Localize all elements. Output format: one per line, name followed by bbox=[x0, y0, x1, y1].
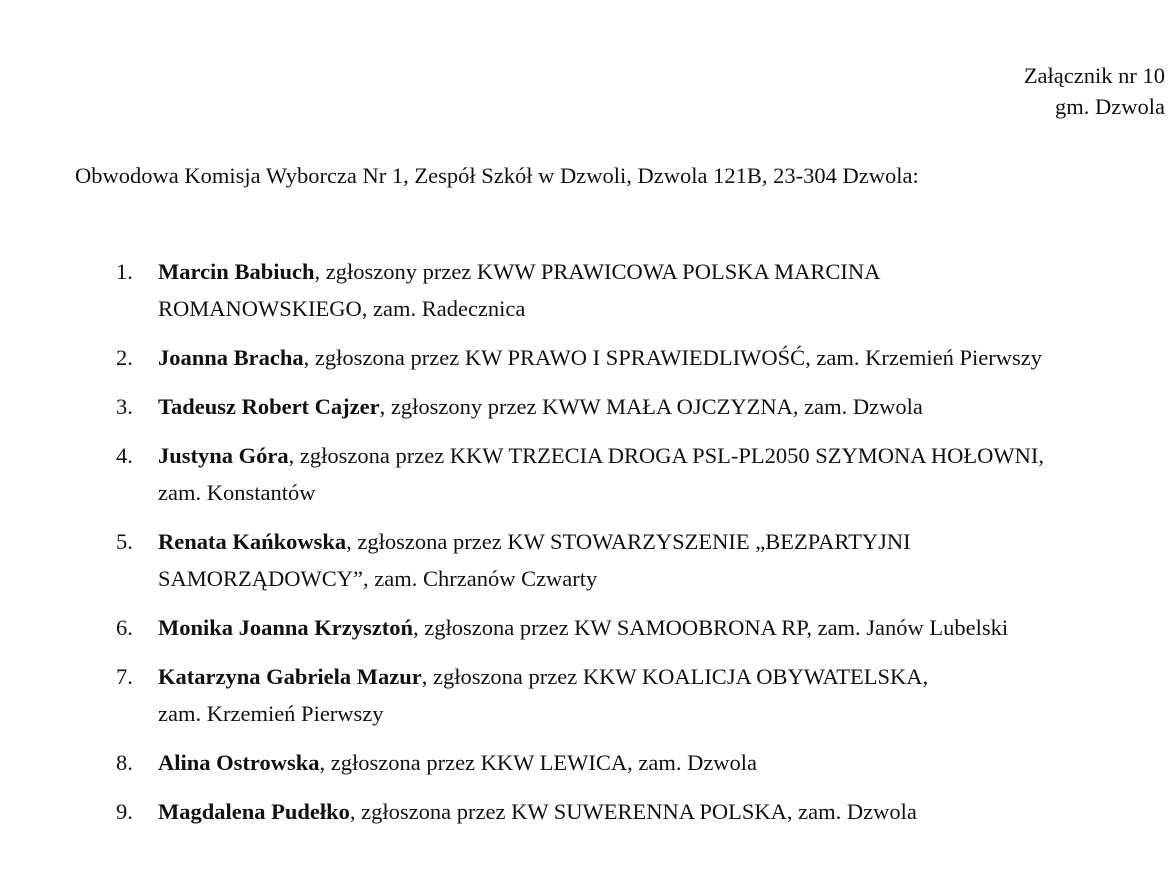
member-details-continued: zam. Konstantów bbox=[158, 480, 316, 505]
member-name: Alina Ostrowska bbox=[158, 750, 320, 775]
member-details: , zgłoszona przez KW SAMOOBRONA RP, zam. Janów Lubelski bbox=[413, 615, 1009, 640]
commission-title: Obwodowa Komisja Wyborcza Nr 1, Zespół Szkół w Dzwoli, Dzwola 121B, 23-304 Dzwola: bbox=[75, 163, 919, 188]
member-details: , zgłoszona przez KW PRAWO I SPRAWIEDLIWOŚĆ, zam. Krzemień Pierwszy bbox=[303, 345, 1042, 370]
member-name: Justyna Góra bbox=[158, 443, 289, 468]
municipality-name: gm. Dzwola bbox=[1055, 94, 1165, 119]
member-details: , zgłoszony przez KWW PRAWICOWA POLSKA MARCINA bbox=[314, 259, 881, 284]
member-details-continued: zam. Krzemień Pierwszy bbox=[158, 701, 384, 726]
attachment-number: Załącznik nr 10 bbox=[1023, 63, 1165, 88]
item-number: 7. bbox=[116, 664, 133, 689]
list-item bbox=[0, 793, 1174, 830]
list-item bbox=[0, 253, 1174, 327]
list-item bbox=[0, 339, 1174, 376]
member-name: Katarzyna Gabriela Mazur bbox=[158, 664, 422, 689]
member-details-continued: ROMANOWSKIEGO, zam. Radecznica bbox=[158, 296, 526, 321]
member-details: , zgłoszona przez KW SUWERENNA POLSKA, zam. Dzwola bbox=[349, 799, 917, 824]
item-number: 6. bbox=[116, 615, 133, 640]
members-list bbox=[0, 253, 1174, 842]
member-name: Renata Kańkowska bbox=[158, 529, 347, 554]
list-item bbox=[0, 437, 1174, 511]
member-name: Monika Joanna Krzysztoń bbox=[158, 615, 414, 640]
item-number: 3. bbox=[116, 394, 133, 419]
member-name: Marcin Babiuch bbox=[158, 259, 315, 284]
member-details: , zgłoszona przez KKW TRZECIA DROGA PSL-PL2050 SZYMONA HOŁOWNI, bbox=[288, 443, 1044, 468]
list-item bbox=[0, 609, 1174, 646]
item-number: 2. bbox=[116, 345, 133, 370]
item-number: 8. bbox=[116, 750, 133, 775]
list-item bbox=[0, 658, 1174, 732]
item-number: 1. bbox=[116, 259, 133, 284]
member-details-continued: SAMORZĄDOWCY”, zam. Chrzanów Czwarty bbox=[158, 566, 598, 591]
member-name: Tadeusz Robert Cajzer bbox=[158, 394, 380, 419]
member-name: Magdalena Pudełko bbox=[158, 799, 350, 824]
member-details: , zgłoszony przez KWW MAŁA OJCZYZNA, zam. Dzwola bbox=[379, 394, 923, 419]
attachment-header bbox=[1024, 60, 1165, 122]
item-number: 9. bbox=[116, 799, 133, 824]
member-details: , zgłoszona przez KKW LEWICA, zam. Dzwola bbox=[319, 750, 758, 775]
list-item bbox=[0, 744, 1174, 781]
list-item bbox=[0, 388, 1174, 425]
member-details: , zgłoszona przez KKW KOALICJA OBYWATELSKA, bbox=[421, 664, 929, 689]
member-details: , zgłoszona przez KW STOWARZYSZENIE „BEZPARTYJNI bbox=[346, 529, 911, 554]
list-item bbox=[0, 523, 1174, 597]
item-number: 4. bbox=[116, 443, 133, 468]
item-number: 5. bbox=[116, 529, 133, 554]
member-name: Joanna Bracha bbox=[158, 345, 304, 370]
